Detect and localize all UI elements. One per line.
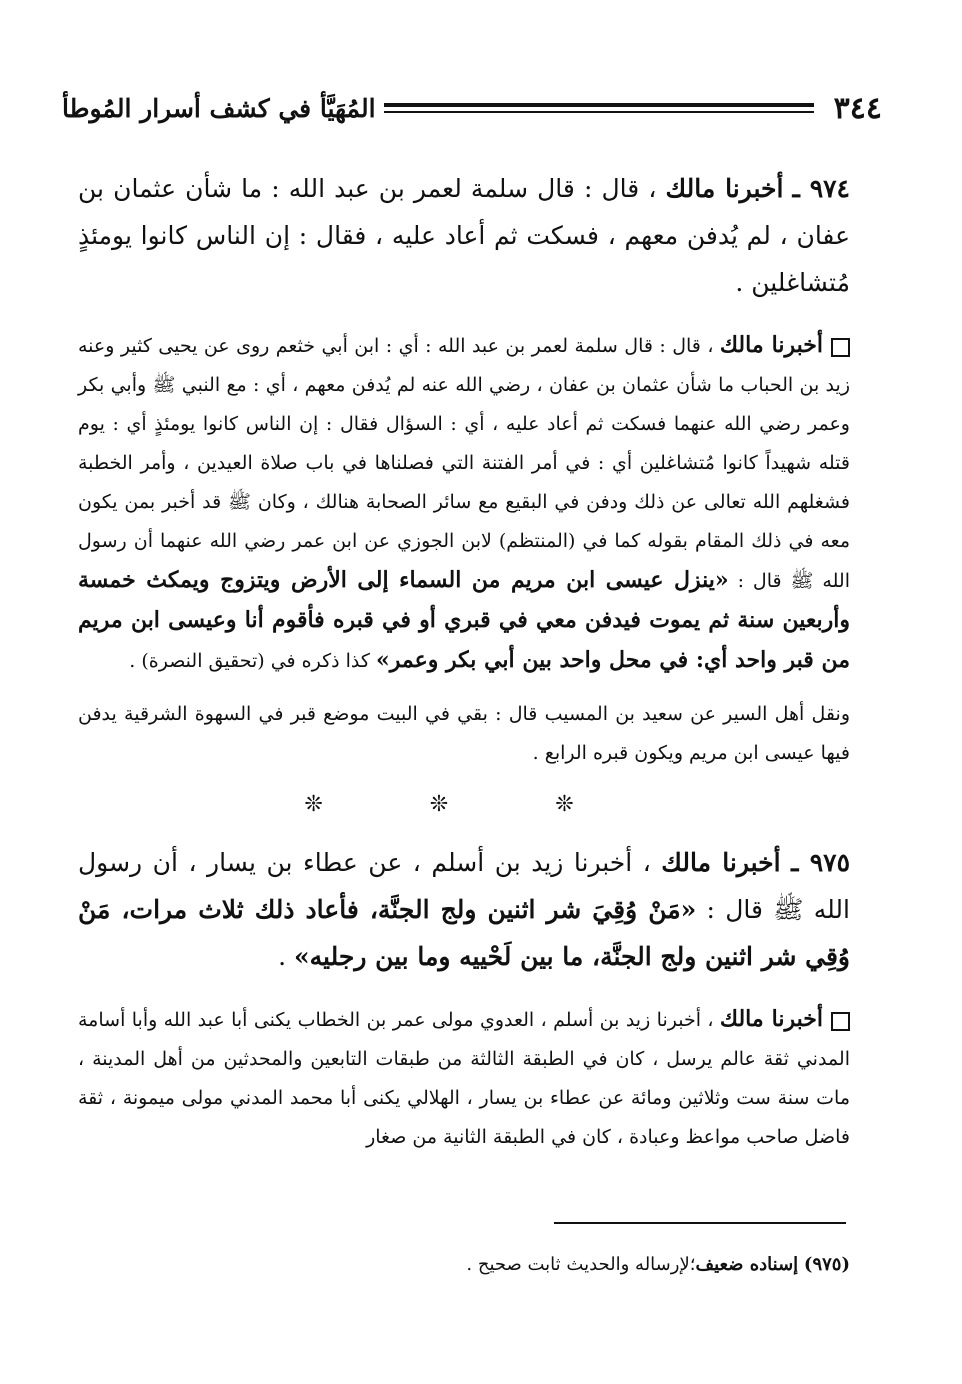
footnote-number: (٩٧٥) [803,1254,850,1275]
commentary-975 [78,1000,850,1157]
hadith-lead: أخبرنا مالك [661,848,781,877]
footnote-bold: إسناده ضعيف [695,1254,799,1275]
commentary-text-end: كذا ذكره في (تحقيق النصرة) . [129,650,370,672]
hadith-text: ، أخبرنا زيد بن أسلم ، عن عطاء بن يسار ، أن رسول الله ﷺ قال : [78,848,850,924]
commentary-text: ، قال : قال سلمة لعمر بن عبد الله : أي : ابن أبي خثعم روى عن يحيى كثير وعنه زيد بن الحباب ما شأن عثمان بن عفان ، رضي الله عنه لم يُدفن معهم ، أي : مع النبي ﷺ وأبي بكر وعمر رضي الله عنهما فسكت ثم أعاد عليه ، أي : السؤال فقال : إن الناس كانوا يومئذٍ أي : يوم قتله شهيداً كانوا مُتشاغلين أي : في أمر الفتنة التي فصلناها في باب صلاة العيدين ، وأمر الخطبة فشغلهم الله تعالى عن ذلك ودفن في البقيع مع سائر الصحابة هنالك ، وكان ﷺ قد أخبر بمن يكون معه في ذلك المقام بقوله كما في (المنتظم) لابن الجوزي عن ابن عمر رضي الله عنهما أن رسول الله ﷺ قال : [78,335,850,592]
square-bullet-icon [831,338,850,357]
commentary-text: ، أخبرنا زيد بن أسلم ، العدوي مولى عمر بن الخطاب يكنى أبا عبد الله وأبا أسامة المدني ثقة عالم يرسل ، كان في الطبقة الثالثة من طبقات التابعين والمحدثين من أهل المدينة ، مات سنة ست وثلاثين ومائة عن عطاء بن يسار ، الهلالي يكنى أبا محمد المدني مولى ميمونة ، ثقة فاضل صاحب مواعظ وعبادة ، كان في الطبقة الثانية من صغار [78,1009,850,1148]
square-bullet-icon [831,1012,850,1031]
hadith-quote: «مَنْ وُقِيَ شر اثنين ولج الجنَّة، فأعاد ذلك ثلاث مرات، مَنْ وُقِي شر اثنين ولج الجنَّة، ما بين لَحْييه وما بين رجليه» [78,895,850,971]
commentary-974 [78,326,850,681]
hadith-975 [78,839,850,980]
hadith-number: ٩٧٤ ـ [792,174,850,203]
page-header [62,88,882,128]
header-rule [384,103,814,113]
page-number: ٣٤٤ [833,90,882,126]
hadith-974 [78,165,850,306]
commentary-lead: أخبرنا مالك [719,332,823,358]
commentary-lead: أخبرنا مالك [719,1006,823,1032]
hadith-number: ٩٧٥ ـ [791,848,851,877]
book-title: المُهَيَّأ في كشف أسرار المُوطأ [62,93,376,123]
hadith-lead: أخبرنا مالك [665,174,784,203]
commentary-quote: «ينزل عيسى ابن مريم من السماء إلى الأرض ويتزوج ويمكث خمسة وأربعين سنة ثم يموت فيدفن معي في قبري أو في قبره فأقوم أنا وعيسى ابن مريم من قبر واحد أي: في محل واحد بين أبي بكر وعمر» [78,567,850,673]
footnote-text: ؛لإرساله والحديث ثابت صحيح . [466,1254,696,1275]
section-separator: ❊ ❊ ❊ [304,792,624,817]
hadith-text: ، قال : قال سلمة لعمر بن عبد الله : ما شأن عثمان بن عفان ، لم يُدفن معهم ، فسكت ثم أعاد عليه ، فقال : إن الناس كانوا يومئذٍ مُتشاغلين . [78,174,850,297]
page-content [78,165,850,1171]
footnote [200,1250,850,1280]
hadith-end: . [278,942,295,971]
commentary-paragraph: ونقل أهل السير عن سعيد بن المسيب قال : بقي في البيت موضع قبر في السهوة الشرقية يدفن فيها عيسى ابن مريم ويكون قبره الرابع . [78,703,850,764]
footnote-rule [554,1222,846,1224]
